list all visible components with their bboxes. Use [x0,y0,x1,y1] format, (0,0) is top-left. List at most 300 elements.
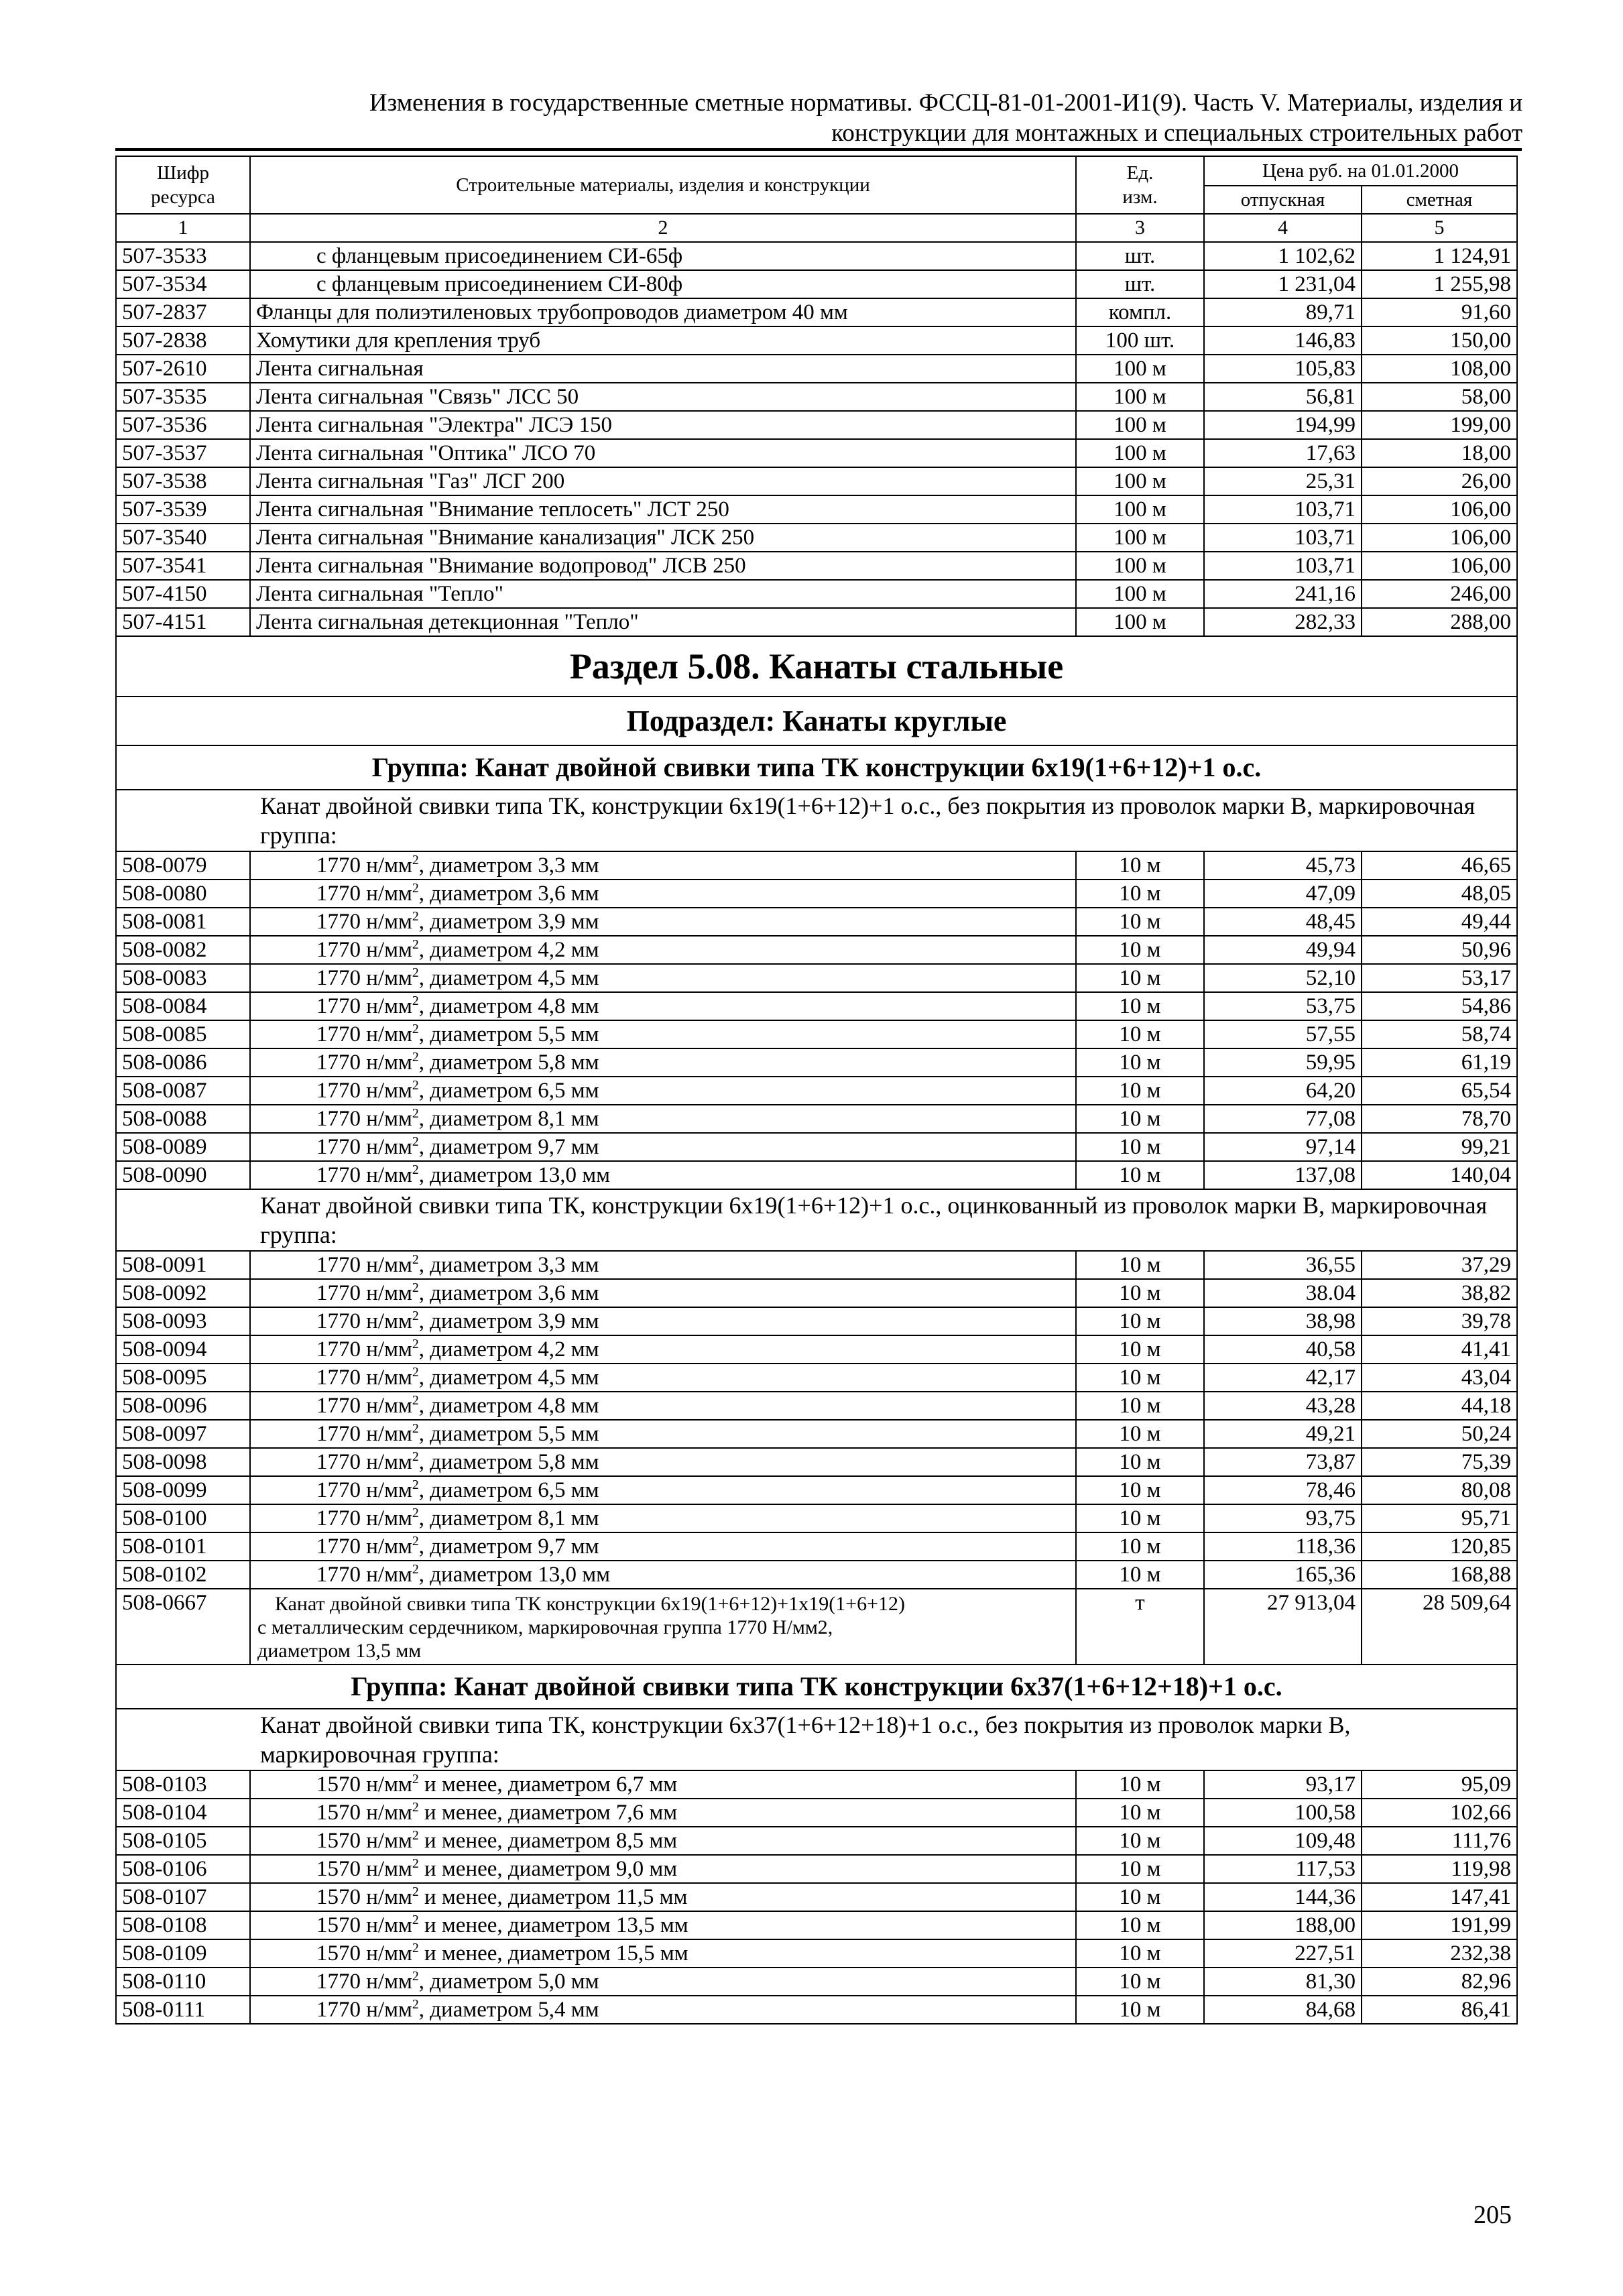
table-row [116,936,1517,964]
superscript: 2 [412,937,419,952]
table-row [116,1279,1517,1307]
strength-value: 1770 н/мм [316,853,412,878]
resource-code: 507-3533 [116,242,250,270]
superscript: 2 [412,853,419,867]
diameter-text: и менее, диаметром 15,5 мм [418,1941,688,1966]
column-number: 2 [250,214,1076,242]
diameter-text: , диаметром 3,6 мм [418,1281,599,1305]
price-release: 241,16 [1204,580,1362,608]
diameter-text: , диаметром 5,5 мм [418,1422,599,1446]
unit: компл. [1076,298,1204,326]
unit: 10 м [1076,1561,1204,1589]
resource-code: 508-0091 [116,1251,250,1279]
material-name [250,1307,1076,1335]
resource-code: 507-3541 [116,552,250,580]
price-estimate: 37,29 [1362,1251,1517,1279]
material-name: Фланцы для полиэтиленовых трубопроводов диаметром 40 мм [250,298,1076,326]
table-row [116,552,1517,580]
price-estimate: 18,00 [1362,439,1517,467]
material-name: Лента сигнальная "Оптика" ЛСО 70 [250,439,1076,467]
material-name [250,1855,1076,1883]
table-row [116,992,1517,1020]
table-row [116,908,1517,936]
strength-value: 1770 н/мм [316,1135,412,1159]
price-estimate: 106,00 [1362,495,1517,524]
price-estimate: 120,85 [1362,1532,1517,1561]
strength-value: 1770 н/мм [316,994,412,1018]
unit: 10 м [1076,1770,1204,1799]
unit: шт. [1076,270,1204,298]
price-estimate: 65,54 [1362,1077,1517,1105]
price-estimate: 150,00 [1362,326,1517,355]
price-release: 25,31 [1204,467,1362,495]
price-estimate: 75,39 [1362,1448,1517,1476]
price-release: 282,33 [1204,608,1362,636]
diameter-text: и менее, диаметром 6,7 мм [418,1772,678,1797]
superscript: 2 [412,1421,419,1436]
header-price-release: отпускная [1204,186,1362,214]
document-title-line-2: конструкции для монтажных и специальных строительных работ [831,119,1522,147]
unit: 10 м [1076,1364,1204,1392]
header-unit [1076,156,1204,214]
price-table [115,156,1518,2025]
table-row [116,1251,1517,1279]
strength-value: 1770 н/мм [316,1450,412,1474]
price-release: 17,63 [1204,439,1362,467]
superscript: 2 [412,1134,419,1149]
resource-code: 508-0090 [116,1161,250,1189]
unit: 100 м [1076,524,1204,552]
price-release: 36,55 [1204,1251,1362,1279]
diameter-text: , диаметром 9,7 мм [418,1534,599,1559]
price-release: 1 102,62 [1204,242,1362,270]
table-row [116,383,1517,411]
header-code [116,156,250,214]
superscript: 2 [412,1162,419,1177]
price-release: 52,10 [1204,964,1362,992]
superscript: 2 [412,1078,419,1093]
table-row [116,1504,1517,1532]
resource-code: 507-3535 [116,383,250,411]
material-name-line-2: с металлическим сердечником, маркировочная группа 1770 Н/мм2, [257,1616,833,1638]
material-name [250,1020,1076,1048]
strength-value: 1570 н/мм [316,1772,412,1797]
price-estimate: 46,65 [1362,851,1517,880]
price-estimate: 288,00 [1362,608,1517,636]
group-description-row [116,1189,1517,1251]
table-row [116,1020,1517,1048]
table-row [116,1048,1517,1077]
material-name: Хомутики для крепления труб [250,326,1076,355]
resource-code: 507-2837 [116,298,250,326]
resource-code: 507-3539 [116,495,250,524]
material-name: с фланцевым присоединением СИ-80ф [250,270,1076,298]
price-release: 38.04 [1204,1279,1362,1307]
table-row [116,1133,1517,1161]
table-row [116,580,1517,608]
section-title-row [116,636,1517,697]
table-row [116,439,1517,467]
table-row [116,495,1517,524]
material-name: Лента сигнальная "Связь" ЛСС 50 [250,383,1076,411]
unit: 10 м [1076,1827,1204,1855]
group-description-row [116,1709,1517,1770]
column-number: 4 [1204,214,1362,242]
price-estimate: 1 255,98 [1362,270,1517,298]
unit: 10 м [1076,1939,1204,1968]
price-estimate: 246,00 [1362,580,1517,608]
strength-value: 1770 н/мм [316,910,412,934]
price-release: 93,17 [1204,1770,1362,1799]
table-row [116,1476,1517,1504]
material-name: с фланцевым присоединением СИ-65ф [250,242,1076,270]
material-name [250,1532,1076,1561]
diameter-text: , диаметром 4,5 мм [418,966,599,990]
price-release: 103,71 [1204,552,1362,580]
material-name [250,1939,1076,1968]
strength-value: 1770 н/мм [316,1394,412,1418]
table-row [116,467,1517,495]
resource-code: 508-0084 [116,992,250,1020]
price-estimate: 80,08 [1362,1476,1517,1504]
price-estimate: 26,00 [1362,467,1517,495]
price-release: 59,95 [1204,1048,1362,1077]
diameter-text: , диаметром 4,2 мм [418,1337,599,1362]
superscript: 2 [412,1106,419,1121]
price-estimate: 53,17 [1362,964,1517,992]
resource-code: 508-0080 [116,880,250,908]
price-release: 117,53 [1204,1855,1362,1883]
unit: 10 м [1076,1420,1204,1448]
unit: 100 м [1076,355,1204,383]
unit: 100 м [1076,608,1204,636]
document-title-line-1: Изменения в государственные сметные нормативы. ФССЦ-81-01-2001-И1(9). Часть V. Материалы, изделия и [369,89,1522,117]
price-estimate: 140,04 [1362,1161,1517,1189]
unit: 10 м [1076,992,1204,1020]
table-row [116,1364,1517,1392]
table-row [116,880,1517,908]
price-release: 103,71 [1204,524,1362,552]
price-release: 118,36 [1204,1532,1362,1561]
diameter-text: , диаметром 3,9 мм [418,910,599,934]
table-row [116,1883,1517,1911]
price-estimate: 54,86 [1362,992,1517,1020]
strength-value: 1570 н/мм [316,1829,412,1853]
diameter-text: , диаметром 5,4 мм [418,1998,599,2022]
resource-code: 508-0096 [116,1392,250,1420]
unit: 10 м [1076,1077,1204,1105]
superscript: 2 [412,1913,419,1927]
page-number: 205 [1474,2201,1512,2229]
resource-code: 508-0667 [116,1589,250,1665]
diameter-text: и менее, диаметром 8,5 мм [418,1829,678,1853]
price-release: 109,48 [1204,1827,1362,1855]
diameter-text: , диаметром 8,1 мм [418,1107,599,1131]
unit: 100 м [1076,580,1204,608]
strength-value: 1770 н/мм [316,1506,412,1530]
strength-value: 1770 н/мм [316,1534,412,1559]
price-estimate: 38,82 [1362,1279,1517,1307]
price-estimate: 95,09 [1362,1770,1517,1799]
diameter-text: , диаметром 5,8 мм [418,1050,599,1075]
resource-code: 508-0102 [116,1561,250,1589]
diameter-text: , диаметром 3,9 мм [418,1309,599,1333]
unit: 10 м [1076,1020,1204,1048]
table-row [116,1335,1517,1364]
price-estimate: 119,98 [1362,1855,1517,1883]
resource-code: 508-0083 [116,964,250,992]
material-name [250,1392,1076,1420]
diameter-text: , диаметром 13,0 мм [418,1563,610,1587]
material-name [250,1077,1076,1105]
strength-value: 1770 н/мм [316,1366,412,1390]
material-name [250,1968,1076,1996]
price-estimate: 39,78 [1362,1307,1517,1335]
table-row [116,964,1517,992]
material-name-line-3: диаметром 13,5 мм [257,1640,422,1662]
material-name [250,1420,1076,1448]
material-name: Лента сигнальная детекционная "Тепло" [250,608,1076,636]
price-release: 144,36 [1204,1883,1362,1911]
superscript: 2 [412,1534,419,1549]
price-release: 188,00 [1204,1911,1362,1939]
group-title-row [116,745,1517,790]
material-name [250,1827,1076,1855]
price-estimate: 168,88 [1362,1561,1517,1589]
diameter-text: , диаметром 6,5 мм [418,1478,599,1502]
price-estimate: 111,76 [1362,1827,1517,1855]
price-release: 194,99 [1204,411,1362,439]
price-estimate: 50,96 [1362,936,1517,964]
price-release: 81,30 [1204,1968,1362,1996]
price-estimate: 99,21 [1362,1133,1517,1161]
price-release: 146,83 [1204,326,1362,355]
diameter-text: и менее, диаметром 11,5 мм [418,1885,688,1909]
superscript: 2 [412,881,419,896]
section-title: Раздел 5.08. Канаты стальные [116,636,1517,697]
price-estimate: 108,00 [1362,355,1517,383]
unit: 10 м [1076,1161,1204,1189]
resource-code: 508-0079 [116,851,250,880]
resource-code: 508-0085 [116,1020,250,1048]
table-row [116,1077,1517,1105]
resource-code: 508-0105 [116,1827,250,1855]
table-row [116,1448,1517,1476]
resource-code: 508-0108 [116,1911,250,1939]
superscript: 2 [412,965,419,980]
strength-value: 1770 н/мм [316,1970,412,1994]
strength-value: 1770 н/мм [316,938,412,962]
resource-code: 508-0111 [116,1996,250,2024]
header-unit-line-1: Ед. [1126,162,1154,184]
table-row [116,270,1517,298]
table-row [116,524,1517,552]
price-estimate: 44,18 [1362,1392,1517,1420]
unit: 10 м [1076,1532,1204,1561]
material-name-line-1: Канат двойной свивки типа ТК конструкции 6х19(1+6+12)+1х19(1+6+12) [275,1593,906,1615]
group-title-row [116,1665,1517,1709]
material-name: Лента сигнальная "Тепло" [250,580,1076,608]
superscript: 2 [412,1828,419,1843]
unit: 10 м [1076,851,1204,880]
resource-code: 508-0082 [116,936,250,964]
resource-code: 507-4150 [116,580,250,608]
price-release: 64,20 [1204,1077,1362,1105]
superscript: 2 [412,1393,419,1408]
diameter-text: , диаметром 5,0 мм [418,1970,599,1994]
diameter-text: , диаметром 5,5 мм [418,1022,599,1046]
resource-code: 508-0101 [116,1532,250,1561]
diameter-text: , диаметром 9,7 мм [418,1135,599,1159]
price-estimate: 106,00 [1362,552,1517,580]
material-name [250,1770,1076,1799]
resource-code: 508-0109 [116,1939,250,1968]
group-title: Группа: Канат двойной свивки типа ТК конструкции 6х37(1+6+12+18)+1 о.с. [116,1665,1517,1709]
column-numbers-row [116,214,1517,242]
table-row [116,1799,1517,1827]
material-name [250,1911,1076,1939]
header-code-line-2: ресурса [151,186,215,208]
resource-code: 508-0100 [116,1504,250,1532]
header-price: Цена руб. на 01.01.2000 [1204,156,1517,186]
superscript: 2 [412,1252,419,1267]
unit: 10 м [1076,1335,1204,1364]
price-estimate: 41,41 [1362,1335,1517,1364]
material-name [250,1335,1076,1364]
strength-value: 1770 н/мм [316,1422,412,1446]
header-price-estimate: сметная [1362,186,1517,214]
resource-code: 508-0088 [116,1105,250,1133]
resource-code: 507-3540 [116,524,250,552]
price-release: 56,81 [1204,383,1362,411]
table-row [116,1855,1517,1883]
strength-value: 1570 н/мм [316,1913,412,1937]
superscript: 2 [412,1309,419,1323]
unit: шт. [1076,242,1204,270]
price-release: 45,73 [1204,851,1362,880]
subsection-title-row [116,697,1517,745]
strength-value: 1770 н/мм [316,1253,412,1277]
superscript: 2 [412,1449,419,1464]
material-name [250,1476,1076,1504]
superscript: 2 [412,1022,419,1036]
header-unit-line-2: изм. [1122,186,1158,208]
resource-code: 508-0086 [116,1048,250,1077]
resource-code: 508-0094 [116,1335,250,1364]
price-estimate: 191,99 [1362,1911,1517,1939]
strength-value: 1770 н/мм [316,1050,412,1075]
price-release: 49,94 [1204,936,1362,964]
unit: 10 м [1076,1504,1204,1532]
material-name [250,851,1076,880]
resource-code: 508-0106 [116,1855,250,1883]
unit: 100 м [1076,439,1204,467]
table-row [116,355,1517,383]
header-rule [115,148,1522,151]
diameter-text: и менее, диаметром 13,5 мм [418,1913,688,1937]
material-name [250,964,1076,992]
price-release: 97,14 [1204,1133,1362,1161]
unit: 10 м [1076,1392,1204,1420]
material-name [250,1364,1076,1392]
price-estimate: 49,44 [1362,908,1517,936]
superscript: 2 [412,1562,419,1577]
resource-code: 507-3538 [116,467,250,495]
material-name [250,1048,1076,1077]
price-release: 165,36 [1204,1561,1362,1589]
strength-value: 1570 н/мм [316,1941,412,1966]
price-release: 73,87 [1204,1448,1362,1476]
price-estimate: 1 124,91 [1362,242,1517,270]
price-estimate: 91,60 [1362,298,1517,326]
price-estimate: 78,70 [1362,1105,1517,1133]
strength-value: 1770 н/мм [316,1563,412,1587]
price-estimate: 147,41 [1362,1883,1517,1911]
diameter-text: , диаметром 6,5 мм [418,1079,599,1103]
unit: 100 м [1076,495,1204,524]
header-code-line-1: Шифр [156,162,210,184]
superscript: 2 [412,1477,419,1492]
diameter-text: , диаметром 5,8 мм [418,1450,599,1474]
unit: 100 м [1076,411,1204,439]
price-estimate: 86,41 [1362,1996,1517,2024]
resource-code: 507-3536 [116,411,250,439]
unit: 100 м [1076,552,1204,580]
material-name [250,992,1076,1020]
price-release: 42,17 [1204,1364,1362,1392]
unit: 10 м [1076,908,1204,936]
price-release: 27 913,04 [1204,1589,1362,1665]
table-row [116,1392,1517,1420]
unit: 10 м [1076,1476,1204,1504]
price-release: 77,08 [1204,1105,1362,1133]
price-release: 1 231,04 [1204,270,1362,298]
material-name [250,1161,1076,1189]
superscript: 2 [412,993,419,1008]
strength-value: 1770 н/мм [316,1309,412,1333]
material-name [250,1883,1076,1911]
table-row [116,242,1517,270]
price-release: 78,46 [1204,1476,1362,1504]
diameter-text: , диаметром 4,8 мм [418,1394,599,1418]
diameter-text: , диаметром 3,3 мм [418,1253,599,1277]
table-row [116,298,1517,326]
unit: 100 шт. [1076,326,1204,355]
diameter-text: , диаметром 8,1 мм [418,1506,599,1530]
subsection-title: Подраздел: Канаты круглые [116,697,1517,745]
price-estimate: 95,71 [1362,1504,1517,1532]
unit: 10 м [1076,1996,1204,2024]
superscript: 2 [412,1337,419,1351]
unit: 100 м [1076,383,1204,411]
material-name [250,908,1076,936]
diameter-text: , диаметром 4,5 мм [418,1366,599,1390]
material-name [250,1105,1076,1133]
unit: 10 м [1076,1307,1204,1335]
resource-code: 507-2838 [116,326,250,355]
superscript: 2 [412,1856,419,1871]
unit: 10 м [1076,964,1204,992]
unit: 100 м [1076,467,1204,495]
group-title: Группа: Канат двойной свивки типа ТК конструкции 6х19(1+6+12)+1 о.с. [116,745,1517,790]
strength-value: 1770 н/мм [316,882,412,906]
column-number: 3 [1076,214,1204,242]
diameter-text: и менее, диаметром 7,6 мм [418,1801,678,1825]
unit: 10 м [1076,880,1204,908]
unit: 10 м [1076,1855,1204,1883]
superscript: 2 [412,1506,419,1520]
price-release: 89,71 [1204,298,1362,326]
